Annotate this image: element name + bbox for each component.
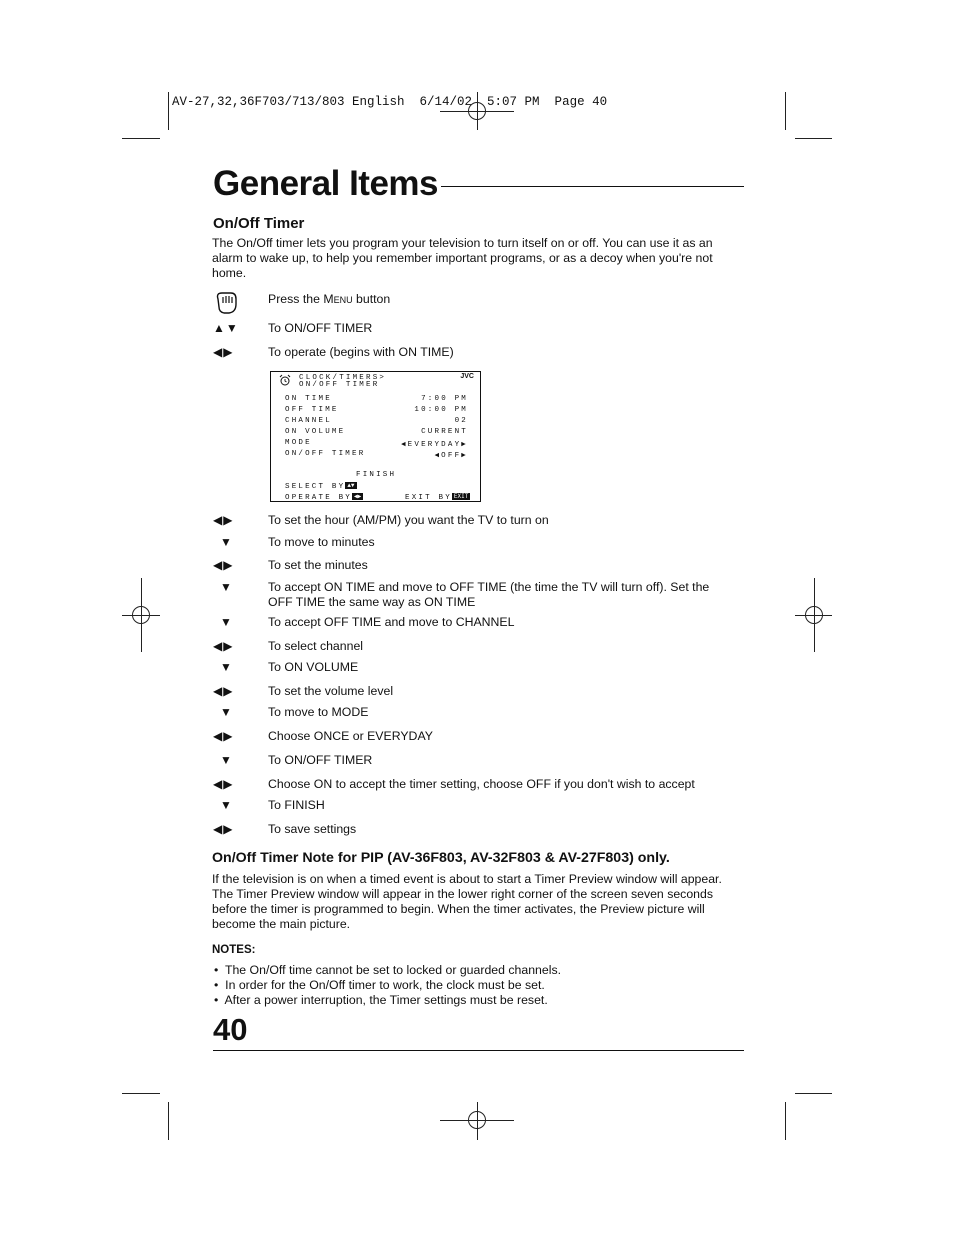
osd-exit-hint: EXIT BY EXIT [405,493,469,502]
osd-row-value: 7:00 PM [421,395,468,403]
osd-row-label: ON/OFF TIMER [285,450,366,458]
intro-paragraph [212,236,713,281]
down-arrow-icon: ▼ [220,705,233,719]
pip-line: If the television is on when a timed event is about to start a Timer Preview window will appear. [212,872,722,886]
note-item: • The On/Off time cannot be set to locked or guarded channels. [214,963,562,977]
pip-note-paragraph [212,872,722,932]
step-text: Choose ONCE or EVERYDAY [268,729,433,743]
step-text: To ON VOLUME [268,660,359,674]
osd-select-hint: SELECT BY ▲▼ [285,482,355,491]
step-text: To move to minutes [268,535,375,549]
osd-finish: FINISH [356,471,397,479]
pip-line: become the main picture. [212,917,351,931]
hand-icon [213,290,239,316]
left-right-arrows-icon: ◀▶ [213,345,234,359]
step-text: To ON/OFF TIMER [268,321,373,335]
step-text: To set the volume level [268,684,394,698]
alarm-clock-icon [279,374,291,389]
step-text: To set the minutes [268,558,368,572]
down-arrow-icon: ▼ [220,798,233,812]
left-right-arrows-icon: ◀▶ [213,513,234,527]
osd-row-label: ON TIME [285,395,332,403]
exit-key-icon: EXIT [453,493,469,500]
down-arrow-icon: ▼ [220,615,233,629]
step-text: To accept ON TIME and move to OFF TIME (the time the TV will turn off). Set the OFF TIME the same way as ON TIME [268,580,710,609]
osd-row-label: ON VOLUME [285,428,346,436]
footer-rule [213,1050,744,1051]
osd-row-label: CHANNEL [285,417,332,425]
down-arrow-icon: ▼ [220,535,233,549]
step-text: To operate (begins with ON TIME) [268,345,454,359]
step-text: To FINISH [268,798,325,812]
step-text: To save settings [268,822,357,836]
osd-row-value: CURRENT [421,428,468,436]
left-right-arrows-icon: ◀▶ [213,639,234,653]
step-text: To select channel [268,639,364,653]
operate-arrows-icon: ◀▶ [354,493,362,500]
down-arrow-icon: ▼ [220,753,233,767]
down-arrow-icon: ▼ [220,580,233,594]
step-press-menu: Press the MENU button [268,292,391,306]
print-slug: AV-27,32,36F703/713/803 English 6/14/02 5:07 PM Page 40 [172,95,608,109]
step-text: To ON/OFF TIMER [268,753,373,767]
left-right-arrows-icon: ◀▶ [213,822,234,836]
step-text: Choose ON to accept the timer setting, choose OFF if you don't wish to accept [268,777,695,791]
step-text: To accept OFF TIME and move to CHANNEL [268,615,515,629]
osd-row-value: 10:00 PM [414,406,468,414]
osd-row-label: MODE [285,439,312,447]
left-right-arrows-icon: ◀▶ [213,729,234,743]
left-right-arrows-icon: ◀▶ [213,684,234,698]
title-rule [441,186,744,187]
osd-operate-hint: OPERATE BY ◀▶ [285,493,362,502]
osd-row-value: 02 [454,417,468,425]
notes-heading: NOTES: [212,944,256,956]
on-off-timer-screen [270,371,481,502]
page-number: 40 [213,1012,248,1047]
left-right-arrows-icon: ◀▶ [213,558,234,572]
pip-line: before the timer is programmed to begin. When the timer activates, the Preview picture will [212,902,705,916]
up-down-arrows-icon: ▲▼ [213,321,239,335]
intro-line: home. [212,266,247,280]
intro-line: alarm to wake up, to help you remember important programs, or as a decoy when you're not [212,251,713,265]
page-title: General Items [213,164,438,203]
down-arrow-icon: ▼ [220,660,233,674]
osd-breadcrumb: CLOCK/TIMERS> [299,374,387,382]
osd-row-value: ◀EVERYDAY▶ [400,441,468,449]
select-arrows-icon: ▲▼ [347,482,355,489]
note-item: • In order for the On/Off timer to work, the clock must be set. [214,978,545,992]
pip-note-heading: On/Off Timer Note for PIP (AV-36F803, AV-32F803 & AV-27F803) only. [212,850,670,866]
step-text: To set the hour (AM/PM) you want the TV to turn on [268,513,549,527]
left-right-arrows-icon: ◀▶ [213,777,234,791]
pip-line: The Timer Preview window will appear in the lower right corner of the screen seven seconds [212,887,713,901]
osd-row-value: ◀OFF▶ [434,452,468,460]
note-item: • After a power interruption, the Timer settings must be reset. [214,993,548,1007]
intro-line: The On/Off timer lets you program your television to turn itself on or off. You can use it as an [212,236,713,250]
osd-title: ON/OFF TIMER [299,381,380,389]
step-text: To move to MODE [268,705,369,719]
osd-row-label: OFF TIME [285,406,339,414]
section-heading: On/Off Timer [213,215,305,232]
jvc-logo: JVC [460,373,474,380]
